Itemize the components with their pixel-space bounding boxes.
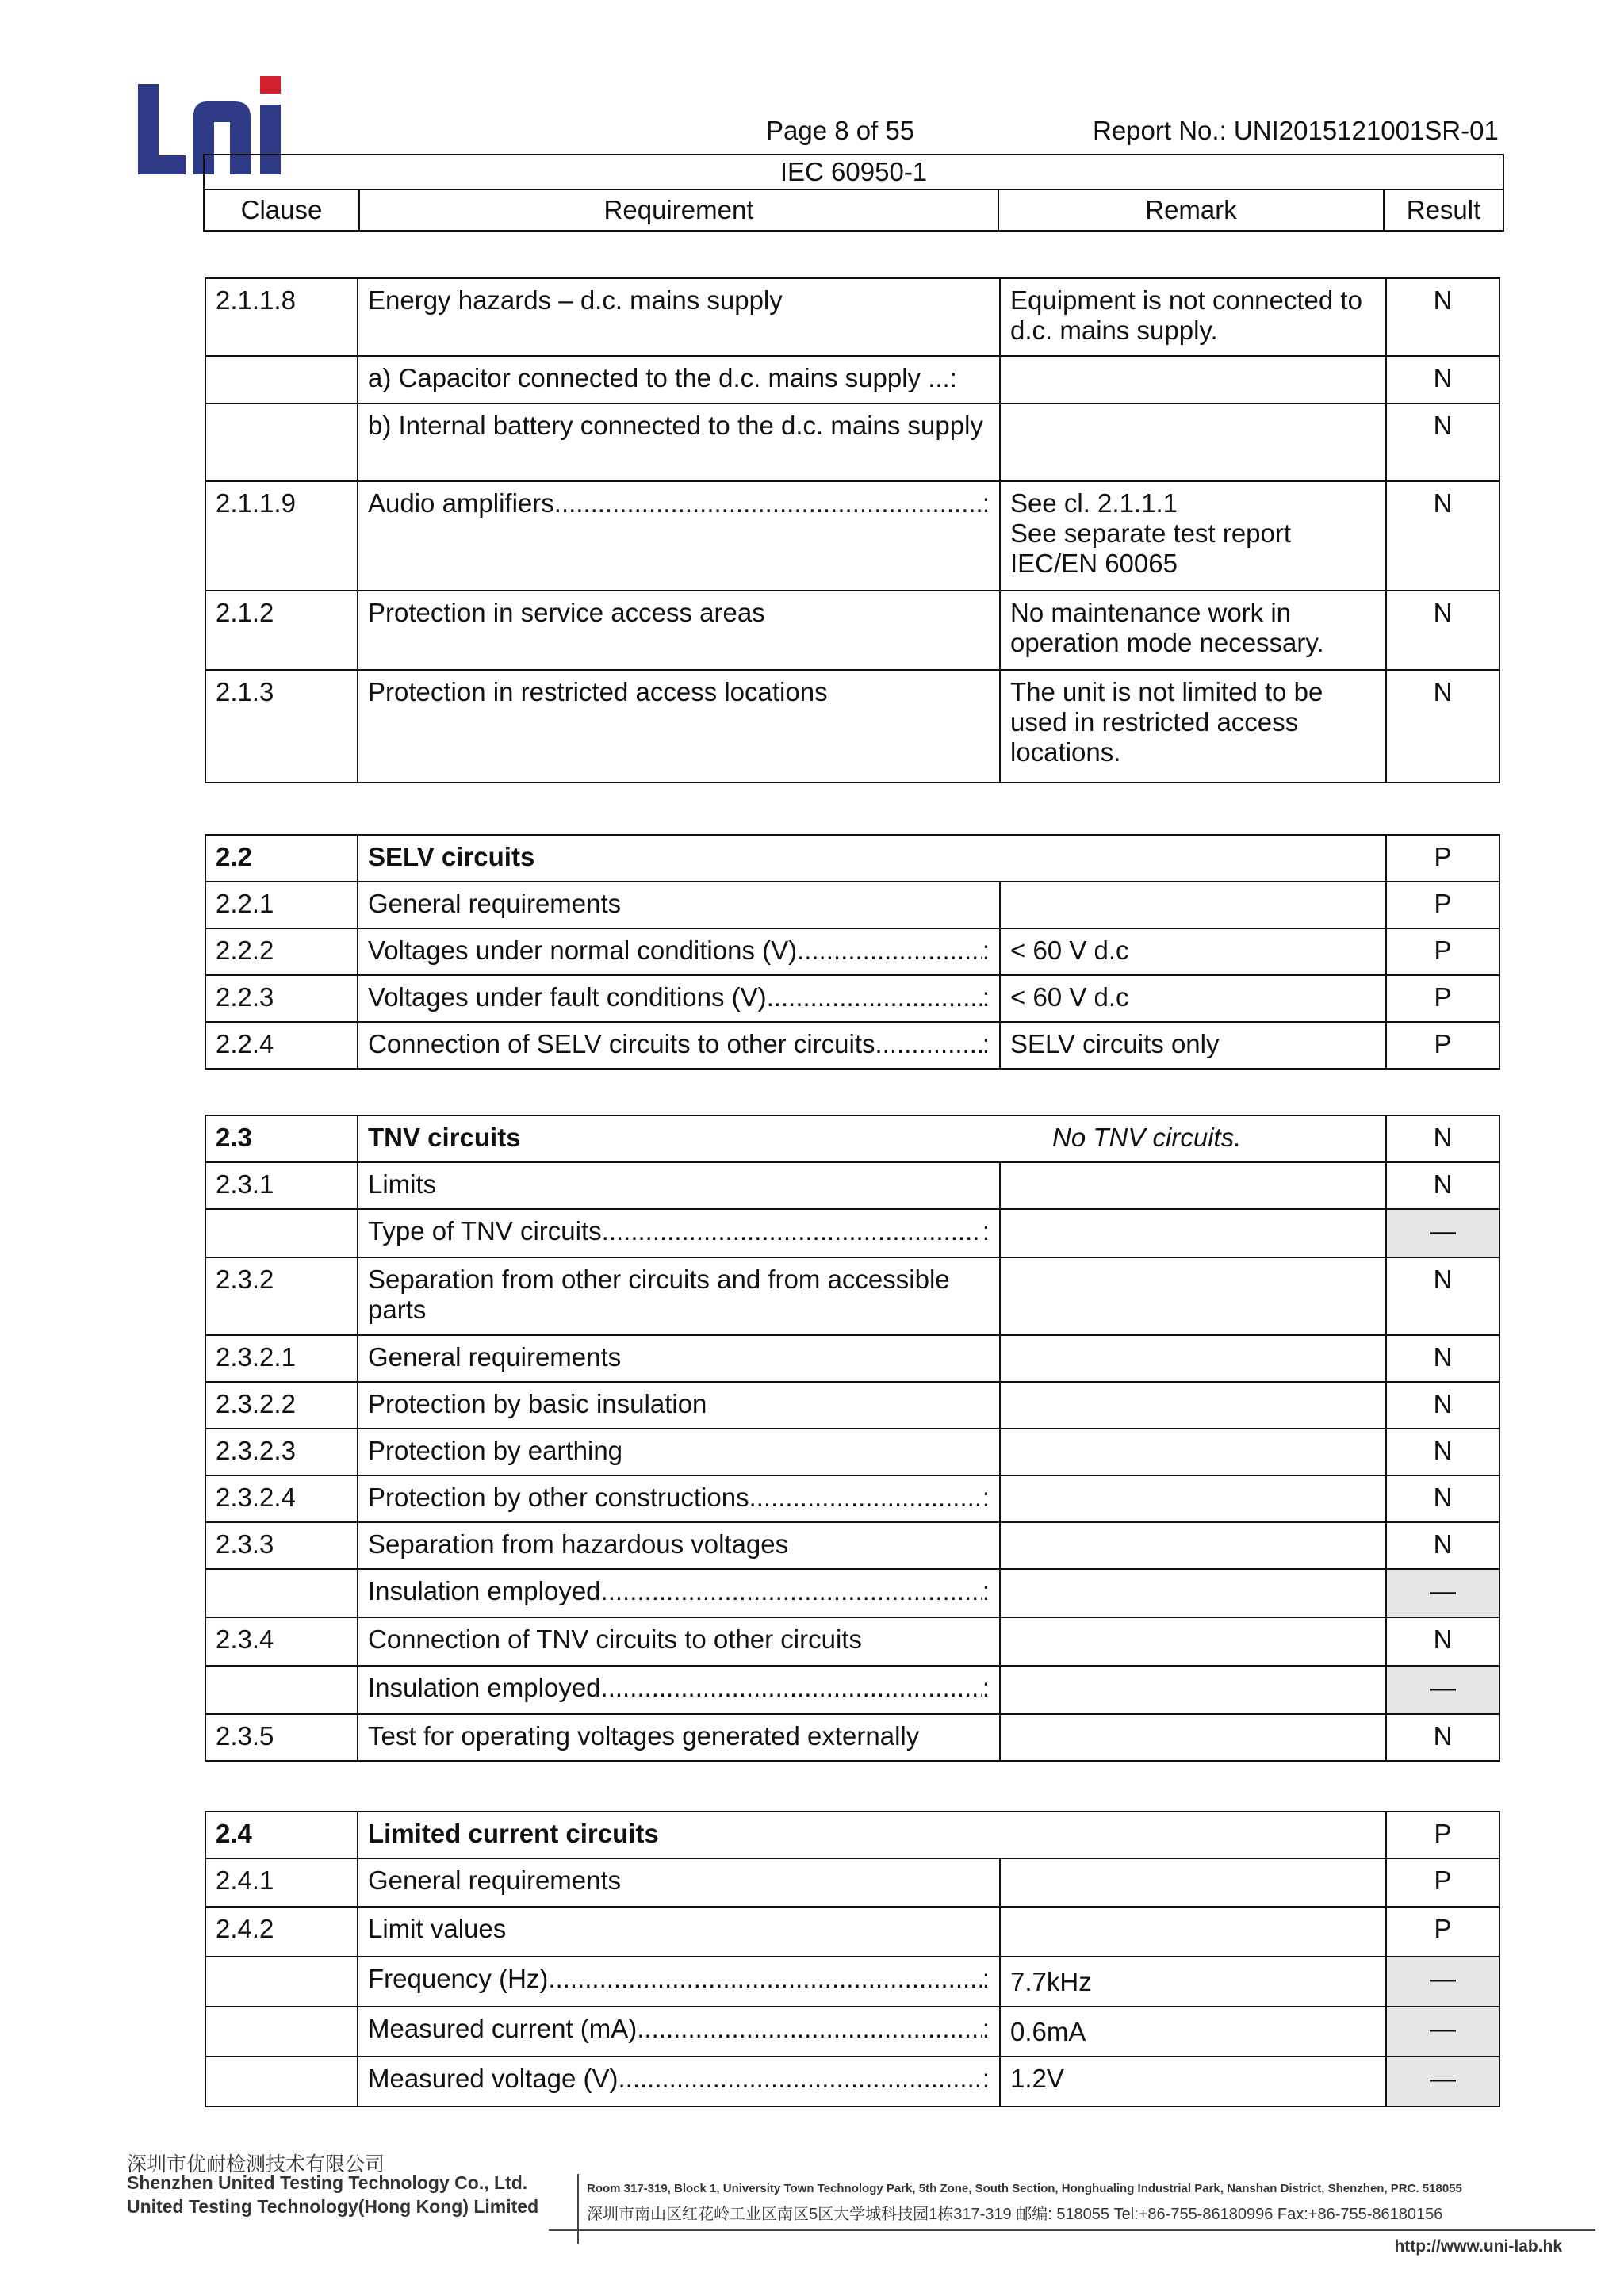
result-cell: — xyxy=(1386,2007,1500,2057)
clause-cell xyxy=(205,356,358,404)
remark-cell xyxy=(1000,356,1386,404)
clause-cell: 2.3.2.4 xyxy=(205,1475,358,1522)
clause-cell: 2.1.3 xyxy=(205,670,358,783)
requirement-cell: Protection by other constructions ..... : xyxy=(358,1475,1000,1522)
result-cell: P xyxy=(1386,882,1500,928)
clause-cell: 2.3.2.2 xyxy=(205,1382,358,1429)
result-cell: N xyxy=(1386,1475,1500,1522)
requirement-cell: Connection of TNV circuits to other circuits xyxy=(358,1617,1000,1666)
result-cell: N xyxy=(1386,1115,1500,1162)
requirement-text: Type of TNV circuits xyxy=(368,1216,602,1246)
requirement-cell: General requirements xyxy=(358,1335,1000,1382)
result-cell: N xyxy=(1386,670,1500,783)
company-name-cn: 深圳市优耐检测技术有限公司 xyxy=(127,2153,385,2175)
result-cell: N xyxy=(1386,1382,1500,1429)
result-cell: N xyxy=(1386,278,1500,356)
section-clause: 2.4 xyxy=(205,1812,358,1858)
header-table xyxy=(203,154,1504,232)
col-remark: Remark xyxy=(998,189,1384,231)
clause-cell: 2.3.1 xyxy=(205,1162,358,1209)
clause-cell: 2.3.5 xyxy=(205,1714,358,1761)
website-link[interactable]: http://www.uni-lab.hk xyxy=(1394,2237,1562,2256)
remark-cell xyxy=(1000,1257,1386,1335)
section-2-4-table xyxy=(205,1811,1500,2107)
requirement-cell: Protection in service access areas xyxy=(358,591,1000,670)
requirement-cell: Separation from other circuits and from accessible parts xyxy=(358,1257,1000,1335)
result-cell: N xyxy=(1386,356,1500,404)
requirement-cell xyxy=(358,404,1000,481)
requirement-cell: Protection by basic insulation xyxy=(358,1382,1000,1429)
result-cell: — xyxy=(1386,2057,1500,2107)
requirement-cell: Limit values xyxy=(358,1907,1000,1957)
result-cell: — xyxy=(1386,1209,1500,1257)
remark-cell xyxy=(1000,1617,1386,1666)
remark-cell: 7.7kHz xyxy=(1000,1957,1386,2007)
section-title: SELV circuits xyxy=(358,835,1386,882)
report-number: Report No.: UNI2015121001SR-01 xyxy=(1093,116,1499,145)
remark-cell: 1.2V xyxy=(1000,2057,1386,2107)
section-2-3-table xyxy=(205,1115,1500,1762)
result-cell: N xyxy=(1386,404,1500,481)
requirement-cell: Audio amplifiers ..... : xyxy=(358,481,1000,591)
remark-cell: < 60 V d.c xyxy=(1000,975,1386,1022)
remark-cell: Equipment is not connected to d.c. mains supply. xyxy=(1000,278,1386,356)
clause-cell xyxy=(205,1209,358,1257)
result-cell: P xyxy=(1386,1022,1500,1069)
clause-cell xyxy=(205,1569,358,1617)
clause-cell xyxy=(205,404,358,481)
remark-cell xyxy=(1000,1858,1386,1907)
clause-cell: 2.3.2 xyxy=(205,1257,358,1335)
requirement-text: Measured current (mA) xyxy=(368,2014,638,2043)
result-cell: N xyxy=(1386,1335,1500,1382)
remark-cell xyxy=(1000,1335,1386,1382)
requirement-cell: Separation from hazardous voltages xyxy=(358,1522,1000,1569)
section-clause: 2.3 xyxy=(205,1115,358,1162)
result-cell: P xyxy=(1386,1907,1500,1957)
remark-cell: The unit is not limited to be used in restricted access locations. xyxy=(1000,670,1386,783)
requirement-text: Voltages under fault conditions (V) xyxy=(368,982,767,1012)
clause-cell: 2.4.1 xyxy=(205,1858,358,1907)
remark-cell xyxy=(1000,1209,1386,1257)
clause-cell: 2.1.1.8 xyxy=(205,278,358,356)
clause-cell: 2.3.2.3 xyxy=(205,1429,358,1475)
standard-title: IEC 60950-1 xyxy=(204,155,1503,189)
result-cell: N xyxy=(1386,1522,1500,1569)
company-name-hk: United Testing Technology(Hong Kong) Limited xyxy=(127,2196,539,2217)
result-cell: — xyxy=(1386,1569,1500,1617)
page-number: Page 8 of 55 xyxy=(766,116,915,145)
result-cell: P xyxy=(1386,1858,1500,1907)
remark-cell xyxy=(1000,1666,1386,1714)
requirement-cell: Voltages under fault conditions (V) ..... : xyxy=(358,975,1000,1022)
clause-cell: 2.1.1.9 xyxy=(205,481,358,591)
result-cell: P xyxy=(1386,928,1500,975)
clause-cell: 2.2.4 xyxy=(205,1022,358,1069)
result-cell: N xyxy=(1386,1257,1500,1335)
requirement-text: Voltages under normal conditions (V) xyxy=(368,936,798,965)
remark-cell: < 60 V d.c xyxy=(1000,928,1386,975)
remark-cell xyxy=(1000,1522,1386,1569)
result-cell: — xyxy=(1386,1957,1500,2007)
section-2-1-table xyxy=(205,277,1500,783)
requirement-text: Measured voltage (V) xyxy=(368,2064,619,2093)
clause-cell: 2.2.3 xyxy=(205,975,358,1022)
requirement-cell: a) Capacitor connected to the d.c. mains supply ...: xyxy=(358,356,1000,404)
remark-cell xyxy=(1000,882,1386,928)
result-cell: N xyxy=(1386,481,1500,591)
remark-cell xyxy=(1000,1569,1386,1617)
result-cell: N xyxy=(1386,1714,1500,1761)
clause-cell: 2.2.1 xyxy=(205,882,358,928)
clause-cell xyxy=(205,2007,358,2057)
result-cell: N xyxy=(1386,1429,1500,1475)
remark-cell xyxy=(1000,1162,1386,1209)
requirement-text: Insulation employed xyxy=(368,1576,601,1605)
result-cell: P xyxy=(1386,1812,1500,1858)
clause-cell: 2.2.2 xyxy=(205,928,358,975)
requirement-text: Frequency (Hz) xyxy=(368,1964,549,1993)
requirement-cell: General requirements xyxy=(358,882,1000,928)
clause-cell xyxy=(205,1957,358,2007)
requirement-cell: Insulation employed ..... : xyxy=(358,1569,1000,1617)
remark-cell xyxy=(1000,1429,1386,1475)
remark-cell xyxy=(1000,1382,1386,1429)
footer-divider xyxy=(549,2229,1595,2231)
clause-cell xyxy=(205,1666,358,1714)
clause-cell: 2.1.2 xyxy=(205,591,358,670)
section-2-2-table xyxy=(205,834,1500,1070)
remark-cell xyxy=(1000,1907,1386,1957)
section-clause: 2.2 xyxy=(205,835,358,882)
requirement-cell: Type of TNV circuits ..... : xyxy=(358,1209,1000,1257)
requirement-text: Insulation employed xyxy=(368,1673,601,1702)
col-result: Result xyxy=(1384,189,1503,231)
requirement-text: b) Internal battery connected to the d.c. mains supply xyxy=(368,411,983,440)
requirement-text: Connection of SELV circuits to other circuits xyxy=(368,1029,875,1058)
requirement-cell: Limits xyxy=(358,1162,1000,1209)
address-en: Room 317-319, Block 1, University Town Technology Park, 5th Zone, South Section, Honghualing Industrial Park, Nanshan District, Shenzhen, PRC. 518055 xyxy=(587,2182,1462,2195)
requirement-cell: Measured current (mA) ..... : xyxy=(358,2007,1000,2057)
remark-cell: No maintenance work in operation mode necessary. xyxy=(1000,591,1386,670)
result-cell: N xyxy=(1386,1617,1500,1666)
remark-cell xyxy=(1000,1475,1386,1522)
section-note: No TNV circuits. xyxy=(1052,1123,1242,1152)
page-footer xyxy=(127,2149,1578,2267)
company-name-en: Shenzhen United Testing Technology Co., Ltd. xyxy=(127,2172,528,2193)
result-cell: P xyxy=(1386,975,1500,1022)
requirement-cell: Protection by earthing xyxy=(358,1429,1000,1475)
remark-cell: See cl. 2.1.1.1 See separate test report IEC/EN 60065 xyxy=(1000,481,1386,591)
section-title: TNV circuits xyxy=(368,1123,521,1152)
clause-cell: 2.3.4 xyxy=(205,1617,358,1666)
clause-cell xyxy=(205,2057,358,2107)
requirement-cell: Frequency (Hz) ..... : xyxy=(358,1957,1000,2007)
remark-cell: SELV circuits only xyxy=(1000,1022,1386,1069)
requirement-cell: Measured voltage (V) ..... : xyxy=(358,2057,1000,2107)
requirement-cell: General requirements xyxy=(358,1858,1000,1907)
result-cell: N xyxy=(1386,1162,1500,1209)
clause-cell: 2.4.2 xyxy=(205,1907,358,1957)
requirement-cell: Protection in restricted access locations xyxy=(358,670,1000,783)
footer-divider-vertical xyxy=(577,2174,579,2244)
result-cell: P xyxy=(1386,835,1500,882)
requirement-cell: Energy hazards – d.c. mains supply xyxy=(358,278,1000,356)
remark-cell xyxy=(1000,1714,1386,1761)
section-title-cell xyxy=(358,1115,1386,1162)
address-cn: 深圳市南山区红花岭工业区南区5区大学城科技园1栋317-319 邮编: 518055 Tel:+86-755-86180996 Fax:+86-755-86180156 xyxy=(587,2206,1443,2223)
col-clause: Clause xyxy=(204,189,359,231)
remark-cell xyxy=(1000,404,1386,481)
result-cell: — xyxy=(1386,1666,1500,1714)
clause-cell: 2.3.2.1 xyxy=(205,1335,358,1382)
requirement-cell: Test for operating voltages generated externally xyxy=(358,1714,1000,1761)
section-title: Limited current circuits xyxy=(358,1812,1386,1858)
requirement-cell: Connection of SELV circuits to other circuits ..... : xyxy=(358,1022,1000,1069)
requirement-cell: Voltages under normal conditions (V) ..... : xyxy=(358,928,1000,975)
remark-cell: 0.6mA xyxy=(1000,2007,1386,2057)
requirement-text: Protection by other constructions xyxy=(368,1483,749,1512)
result-cell: N xyxy=(1386,591,1500,670)
requirement-cell: Insulation employed ..... : xyxy=(358,1666,1000,1714)
clause-cell: 2.3.3 xyxy=(205,1522,358,1569)
requirement-text: Audio amplifiers xyxy=(368,488,554,518)
col-requirement: Requirement xyxy=(359,189,998,231)
